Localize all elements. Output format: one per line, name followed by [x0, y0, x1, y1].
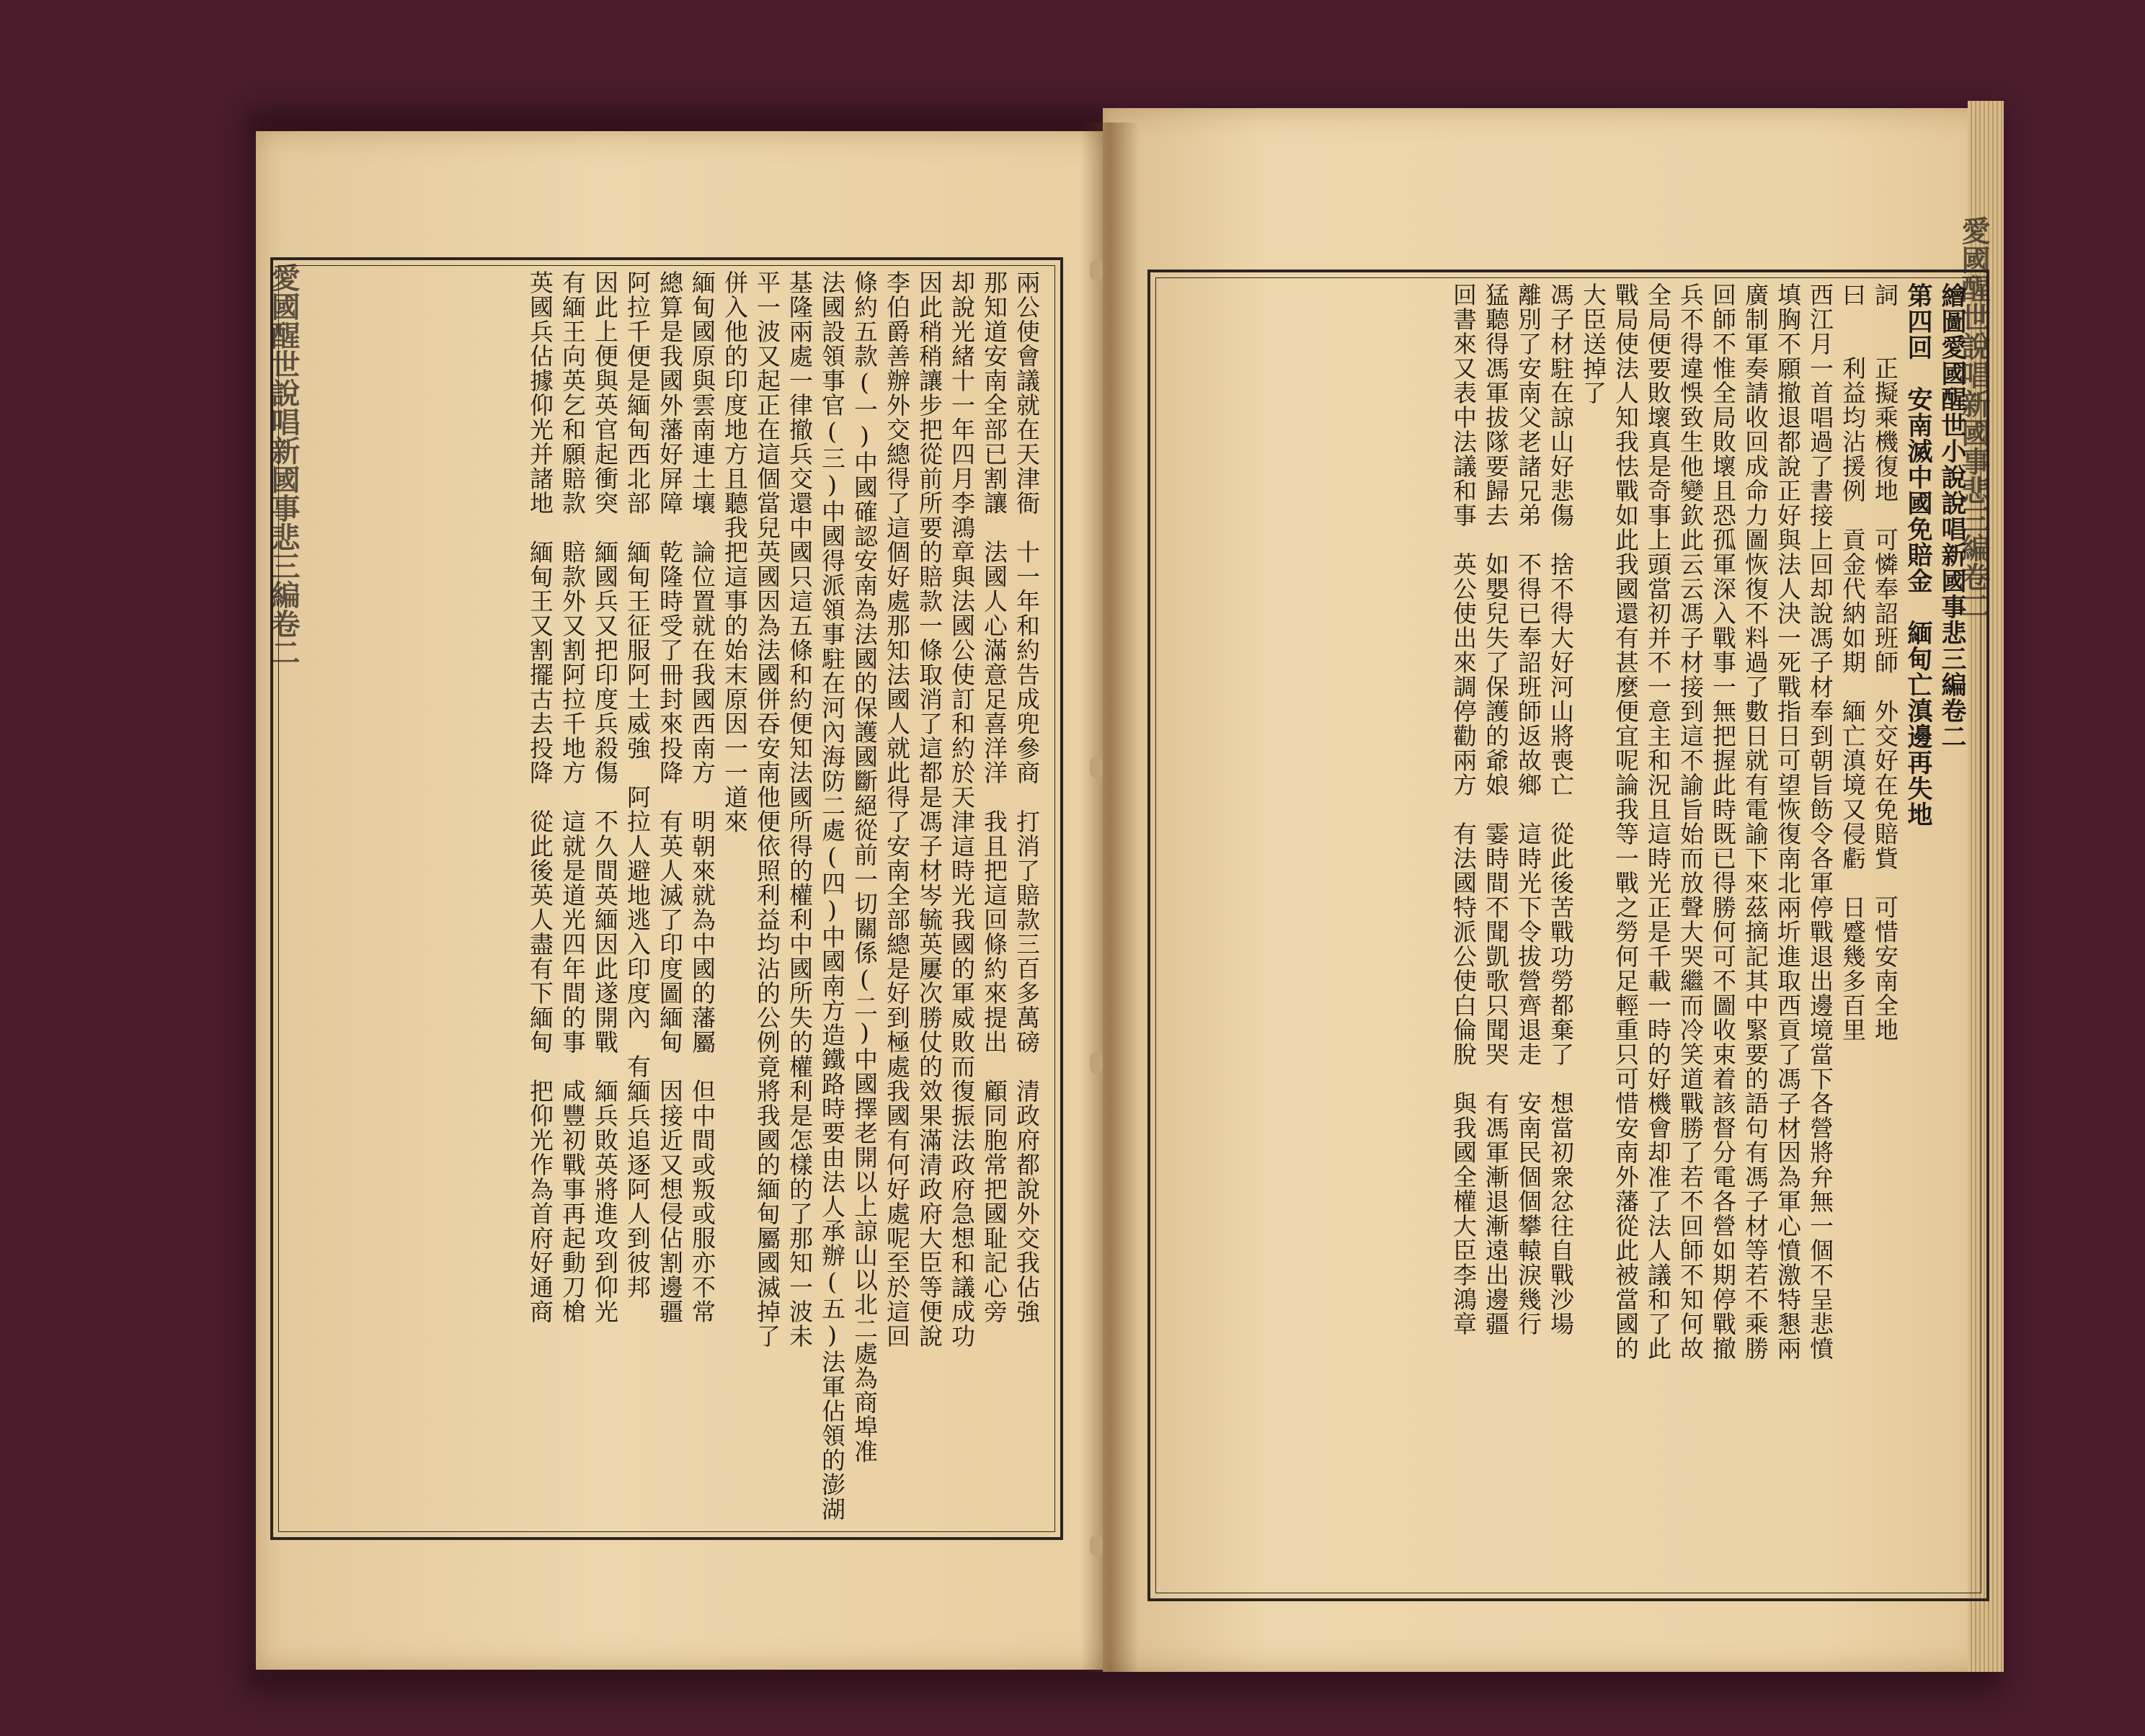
text-column: 有緬王向英乞和願賠款 賠款外又割阿拉千地方 這就是道光四年間的事 咸豐初戰事再起動刀槍: [559, 270, 587, 1324]
text-column: 馮子材駐在諒山好悲傷 捨不得大好河山將喪亡 從此後苦戰功勞都棄了 想當初衆忿往自戰沙場: [1547, 282, 1575, 1336]
text-column: 英國兵佔據仰光并諸地 緬甸王又割擺古去投降 從此後英人盡有下緬甸 把仰光作為首府好通商: [526, 270, 554, 1324]
text-column: 兵不得違悞致生他變欽此云云馮子材接到這不諭旨始而放聲大哭繼而冷笑道戰勝了若不回師不知何故: [1677, 282, 1705, 1361]
text-column: 猛聽得馮軍拔隊要歸去 如嬰兒失了保護的爺娘 霎時間不聞凱歌只聞哭 有馮軍漸退漸遠出邊疆: [1482, 282, 1510, 1336]
binding-stitch: [1090, 1052, 1103, 1074]
text-column: 曰 利益均沾援例 貢金代納如期 緬亡滇境又侵虧 日蹙幾多百里: [1839, 282, 1867, 1042]
text-column: 回師不惟全局敗壞且恐孤軍深入戰事一無把握此時既已得勝何可不圖收束着該督分電各營如期停戰撤: [1709, 282, 1737, 1361]
text-column: 大臣送掉了: [1579, 282, 1607, 405]
text-column: 李伯爵善辦外交總得了這個好處那知法國人就此得了安南全部總是好到極處我國有何好處呢至於這回: [883, 270, 911, 1348]
text-column: 法國設領事官(三)中國得派領事駐在河內海防二處(四)中國南方造鐵路時要由法人承辦(五)法軍佔領的澎湖: [818, 270, 846, 1521]
text-column: 戰局使法人知我怯戰如此我國還有甚麼便宜呢論我等一戰之勞何足輕重只可惜安南外藩從此被當國的: [1612, 282, 1640, 1361]
text-column: 因此上便與英官起衝突 緬國兵又把印度兵殺傷 不久間英緬因此遂開戰 緬兵敗英將進攻到仰光: [591, 270, 619, 1324]
chapter-title-column: 第四回 安南滅中國免賠金 緬甸亡滇邊再失地: [1904, 282, 1933, 827]
left-page-header: 愛國醒世說唱新國事悲三編卷二: [267, 263, 301, 667]
right-page-text: [1162, 282, 1969, 1580]
text-column: 平一波又起正在這個當兒英國因為法國併吞安南他便依照利益均沾的公例竟將我國的緬甸屬國滅掉了: [753, 270, 781, 1348]
text-column: 西江月一首唱過了書接上回却說馮子材奉到朝旨飭令各軍停戰退出邊境當下各營將弁無一個不呈悲憤: [1806, 282, 1834, 1361]
text-column: 填胸不願撤退都說正好與法人決一死戰指日可望恢復南北兩圻進取西貢了馮子材因為軍心憤激特懇兩: [1774, 282, 1802, 1361]
binding-stitch: [1090, 1535, 1103, 1557]
binding-stitch: [1090, 757, 1103, 778]
text-column: 緬甸國原與雲南連土壤 論位置就在我國西南方 明朝來就為中國的藩屬 但中間或叛或服亦不常: [688, 270, 716, 1324]
book-gutter: [1081, 123, 1139, 1672]
text-column: 兩公使會議就在天津衙 十一年和約告成兜參商 打消了賠款三百多萬磅 清政府都說外交我佔強: [1013, 270, 1041, 1324]
left-page-text: [285, 270, 1043, 1521]
text-column: 阿拉千便是緬甸西北部 緬甸王征服阿土威強 阿拉人避地逃入印度內 有緬兵追逐阿人到彼邦: [623, 270, 652, 1299]
right-page-header: 愛國醒世說唱新國事悲三編卷二: [1957, 216, 1991, 620]
text-column: 基隆兩處一律撤兵交還中國只這五條和約便知法國所得的權利中國所失的權利是怎樣的了那知一波未: [786, 270, 814, 1348]
text-column: 那知道安南全部已割讓 法國人心滿意足喜洋洋 我且把這回條約來提出 顧同胞常把國耻記心旁: [980, 270, 1008, 1324]
chapter-title-column: 繪圖愛國醒世小說說唱新國事悲三編卷二: [1937, 282, 1967, 749]
text-column: 因此稍稍讓步把從前所要的賠款一條取消了這都是馮子材岑毓英屢次勝仗的效果滿清政府大臣等便說: [915, 270, 943, 1348]
text-column: 却說光緒十一年四月李鴻章與法國公使訂和約於天津這時光我國的軍威敗而復振法政府急想和議成功: [948, 270, 976, 1348]
text-column: 總算是我國外藩好屏障 乾隆時受了冊封來投降 有英人滅了印度圖緬甸 因接近又想侵佔割邊疆: [656, 270, 684, 1324]
text-column: 回書來又表中法議和事 英公使出來調停勸兩方 有法國特派公使白倫脫 與我國全權大臣李鴻章: [1449, 282, 1478, 1336]
text-column: 離別了安南父老諸兄弟 不得已奉詔班師返故鄉 這時光下令拔營齊退走 安南民個個攀轅淚幾行: [1514, 282, 1542, 1336]
text-column: 廣制軍奏請收回成命力圖恢復不料過了數日就有電諭下來茲摘記其中緊要的語句有馮子材等若不乘勝: [1741, 282, 1769, 1361]
text-column: 詞 正擬乘機復地 可憐奉詔班師 外交好在免賠貲 可惜安南全地: [1871, 282, 1899, 1042]
binding-stitch: [1090, 259, 1103, 281]
text-column: 全局便要敗壞真是奇事上頭當初并不一意主和況且這時光正是千載一時的好機會却准了法人議和了此: [1644, 282, 1672, 1361]
text-column: 條約五款(一)中國確認安南為法國的保護國斷絕從前一切關係(二)中國擇老開以上諒山以北二處為商埠准: [851, 270, 879, 1464]
text-column: 併入他的印度地方且聽我把這事的始末原因一一道來: [721, 270, 749, 834]
